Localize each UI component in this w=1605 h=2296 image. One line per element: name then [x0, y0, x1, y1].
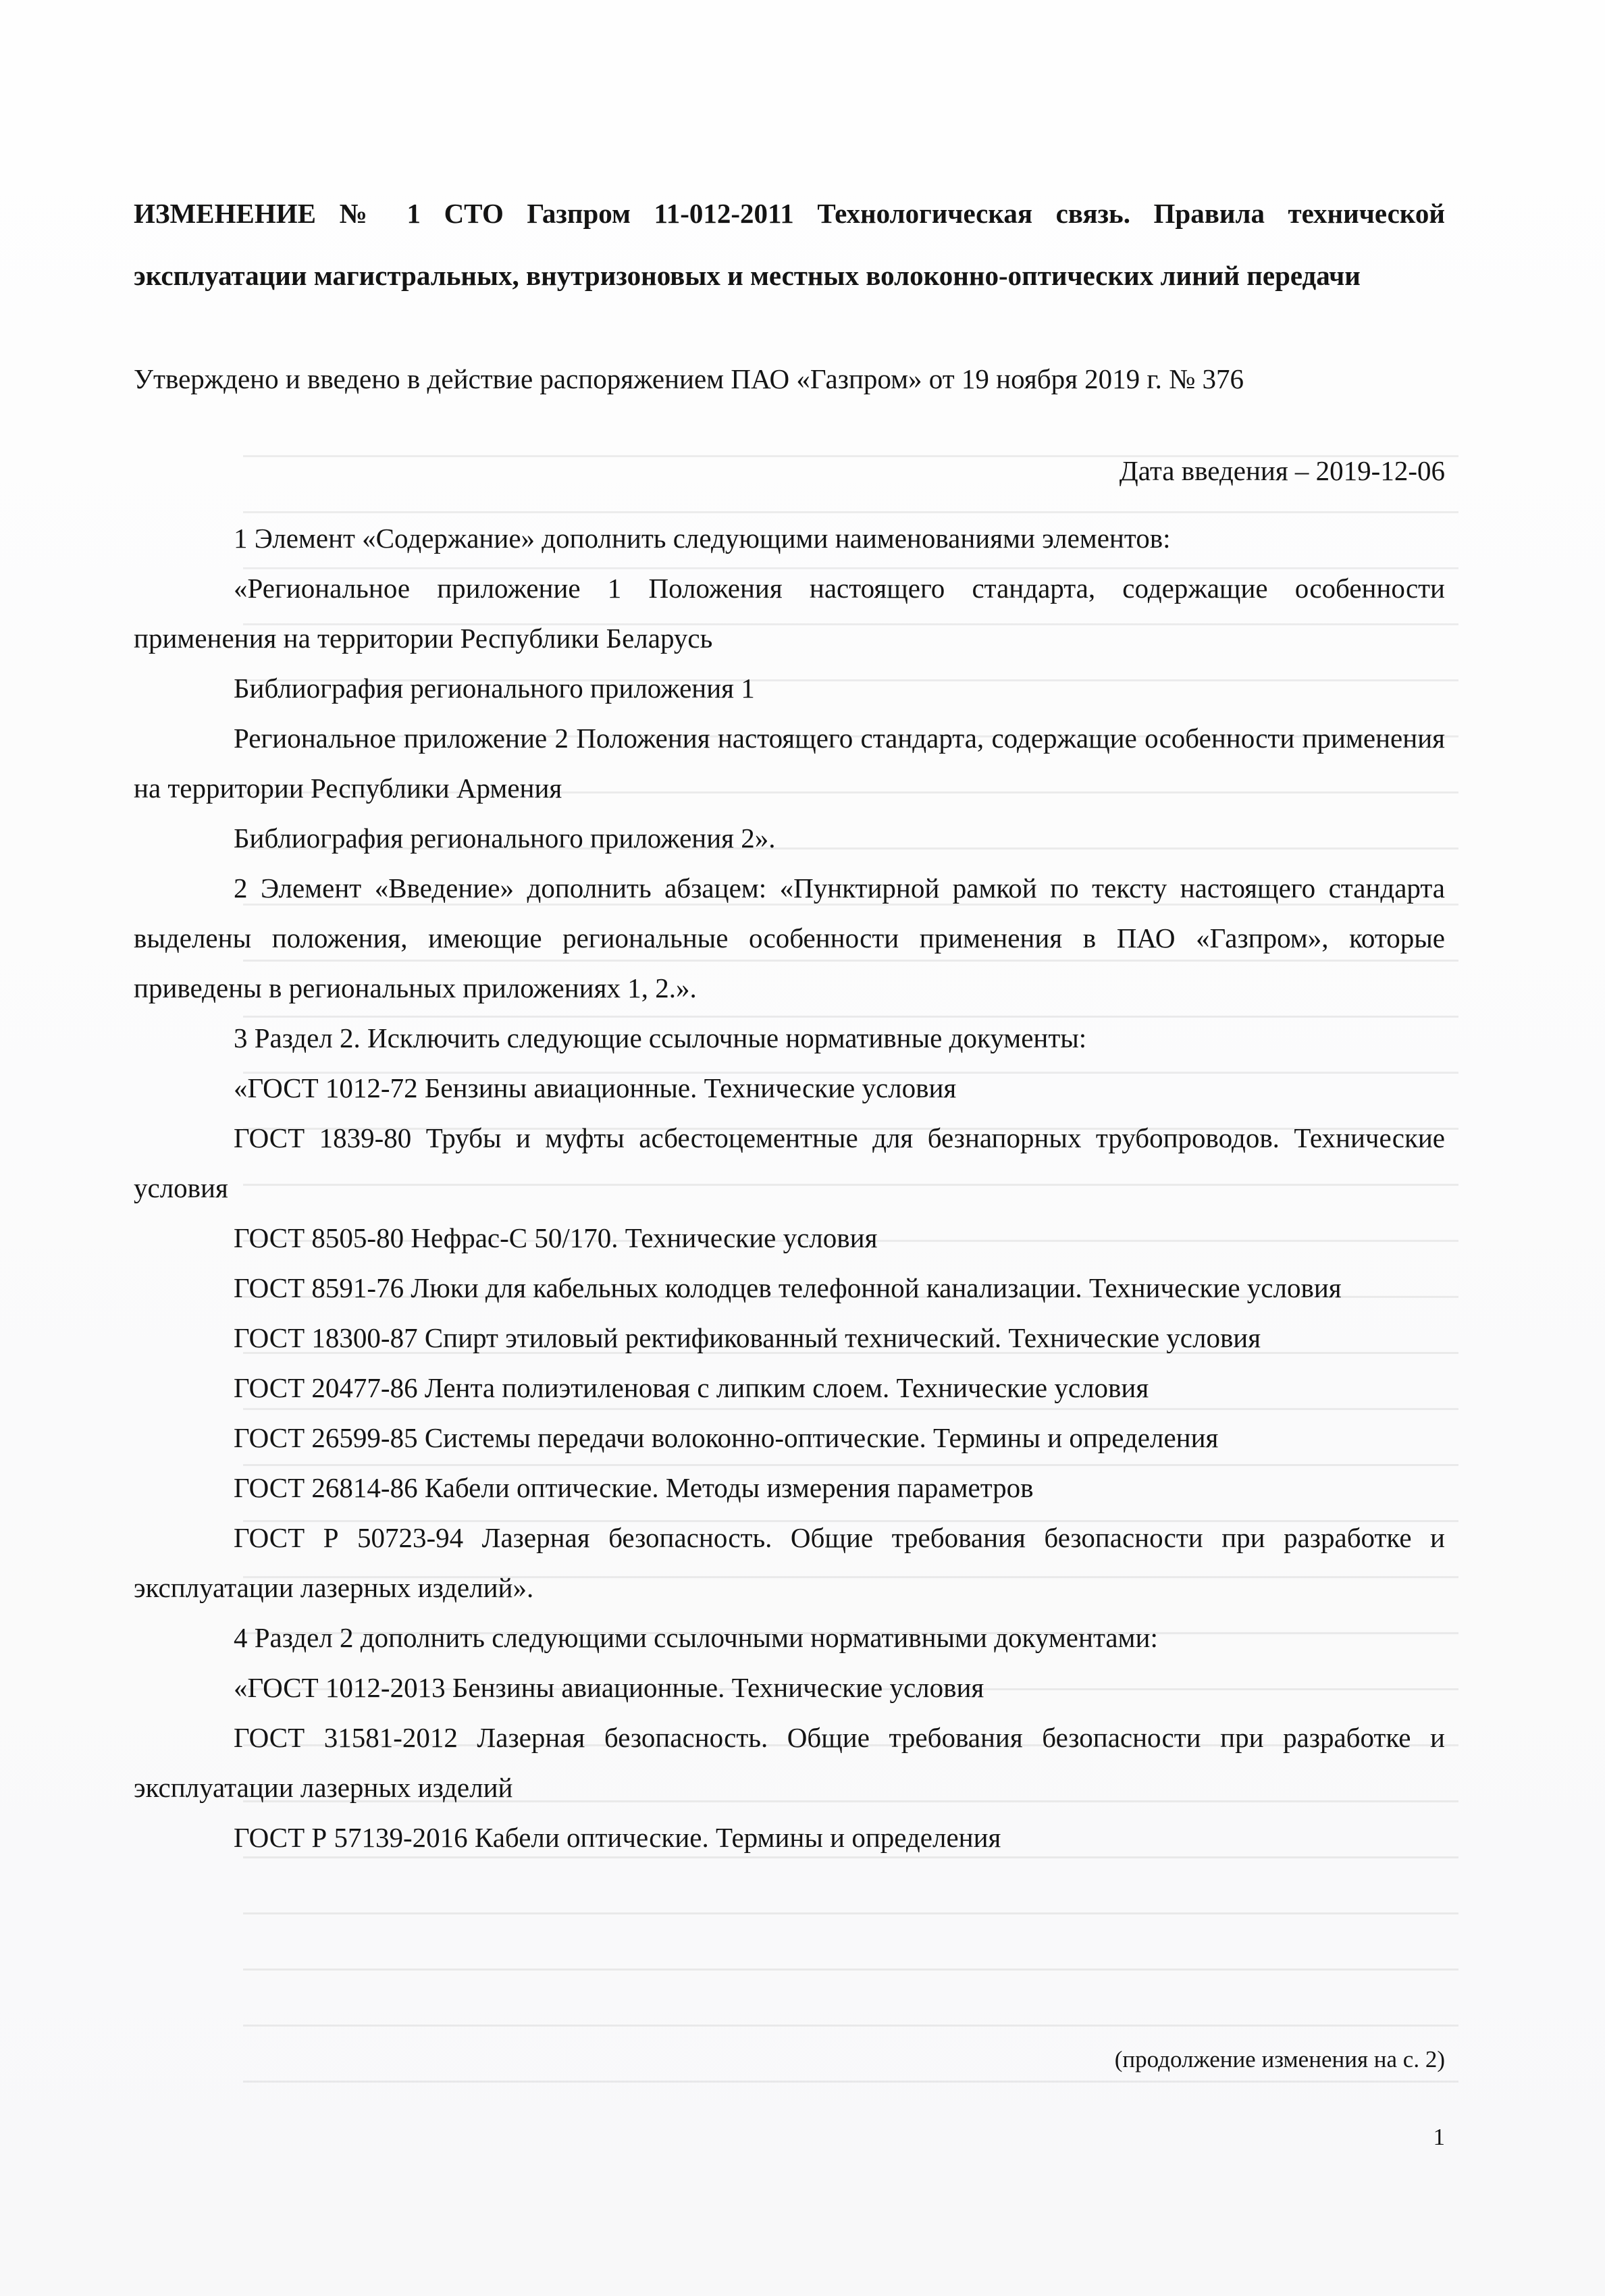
- page-number: 1: [1433, 2124, 1445, 2150]
- paragraph-bibliography-1: Библиография регионального приложения 1: [234, 673, 755, 704]
- title-line-1: ИЗМЕНЕНИЕ № 1 СТО Газпром 11-012-2011 Технологическая связь. Правила технической: [134, 198, 1445, 229]
- paragraph-item-2: 2 Элемент «Введение» дополнить абзацем: «Пунктирной рамкой по тексту настоящего стандарта выделены положения, имеющие региональные особенности применения в ПАО «Газпром», которые приведены в региональных приложениях 1, 2.».: [134, 872, 1445, 1003]
- paragraph-item-3: 3 Раздел 2. Исключить следующие ссылочные нормативные документы:: [234, 1022, 1087, 1053]
- paragraph-item-1: 1 Элемент «Содержание» дополнить следующими наименованиями элементов:: [234, 523, 1171, 554]
- list-item-gost-26814-86: ГОСТ 26814-86 Кабели оптические. Методы измерения параметров: [234, 1472, 1034, 1503]
- effective-date: Дата введения – 2019-12-06: [1119, 455, 1445, 486]
- list-item-gost-r-50723-94: ГОСТ Р 50723-94 Лазерная безопасность. Общие требования безопасности при разработке и эксплуатации лазерных изделий».: [134, 1522, 1445, 1603]
- title-line-2: эксплуатации магистральных, внутризоновых и местных волоконно-оптических линий передачи: [134, 260, 1361, 291]
- list-item-gost-8505-80: ГОСТ 8505-80 Нефрас-С 50/170. Технические условия: [234, 1222, 878, 1253]
- list-item-gost-1839-80: ГОСТ 1839-80 Трубы и муфты асбестоцементные для безнапорных трубопроводов. Технические условия: [134, 1122, 1445, 1203]
- paragraph-regional-appendix-1: «Региональное приложение 1 Положения настоящего стандарта, содержащие особенности применения на территории Республики Беларусь: [134, 573, 1445, 654]
- approval-statement: Утверждено и введено в действие распоряжением ПАО «Газпром» от 19 ноября 2019 г. № 376: [134, 363, 1244, 394]
- paragraph-bibliography-2: Библиография регионального приложения 2».: [234, 823, 776, 854]
- list-item-gost-31581-2012: ГОСТ 31581-2012 Лазерная безопасность. Общие требования безопасности при разработке и эксплуатации лазерных изделий: [134, 1722, 1445, 1803]
- list-item-gost-18300-87: ГОСТ 18300-87 Спирт этиловый ректификованный технический. Технические условия: [234, 1322, 1261, 1353]
- list-item-gost-26599-85: ГОСТ 26599-85 Системы передачи волоконно-оптические. Термины и определения: [234, 1422, 1219, 1453]
- list-item-gost-20477-86: ГОСТ 20477-86 Лента полиэтиленовая с липким слоем. Технические условия: [234, 1372, 1149, 1403]
- document-body: [134, 513, 1445, 1862]
- paragraph-regional-appendix-2: Региональное приложение 2 Положения настоящего стандарта, содержащие особенности применения на территории Республики Армения: [134, 723, 1445, 804]
- list-item-gost-r-57139-2016: ГОСТ Р 57139-2016 Кабели оптические. Термины и определения: [234, 1822, 1001, 1853]
- continuation-note: (продолжение изменения на с. 2): [1114, 2046, 1445, 2072]
- list-item-gost-8591-76: ГОСТ 8591-76 Люки для кабельных колодцев телефонной канализации. Технические условия: [234, 1272, 1342, 1303]
- list-item-gost-1012-2013: «ГОСТ 1012-2013 Бензины авиационные. Технические условия: [234, 1672, 984, 1703]
- document-title: [134, 182, 1445, 307]
- paragraph-item-4: 4 Раздел 2 дополнить следующими ссылочными нормативными документами:: [234, 1622, 1158, 1653]
- list-item-gost-1012-72: «ГОСТ 1012-72 Бензины авиационные. Технические условия: [234, 1072, 957, 1103]
